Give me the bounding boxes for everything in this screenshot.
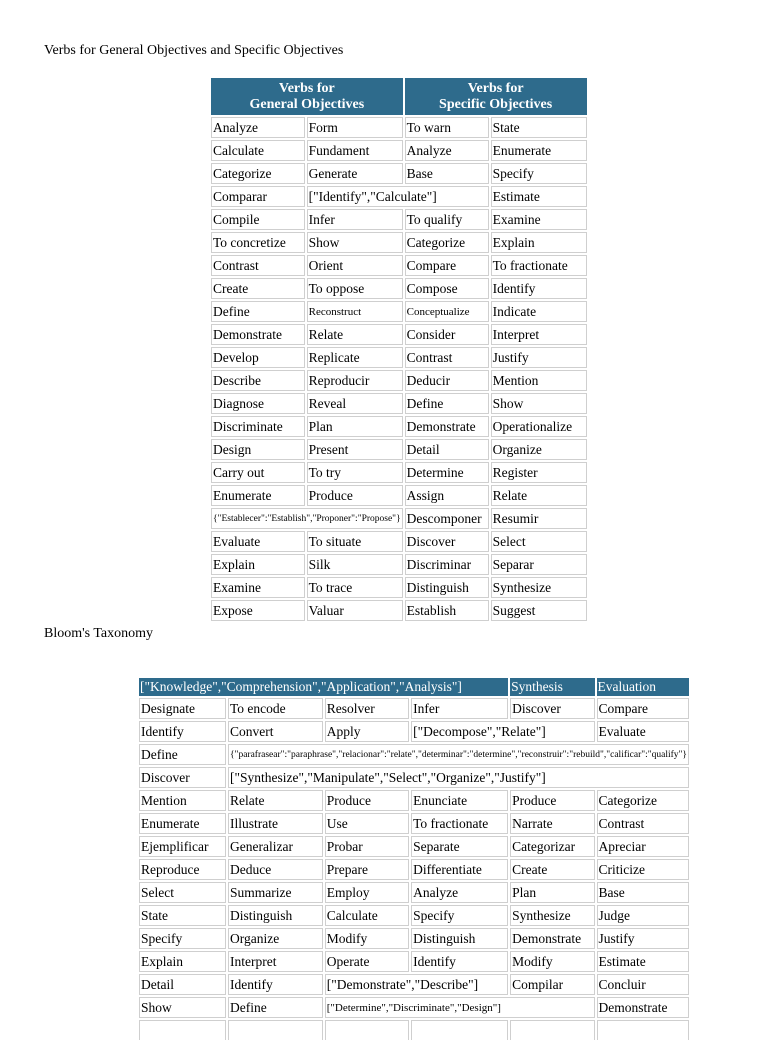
table-row xyxy=(211,186,587,207)
table-cell: Criticize xyxy=(597,859,689,880)
table-cell: Orient xyxy=(307,255,403,276)
table-cell: Specify xyxy=(491,163,587,184)
table-cell: Silk xyxy=(307,554,403,575)
table-cell: ["Determine","Discriminate","Design"] xyxy=(325,997,595,1018)
table-cell: Plan xyxy=(307,416,403,437)
table-cell: {"Establecer":"Establish","Proponer":"Propose"} xyxy=(211,508,403,529)
table-cell: Categorize xyxy=(597,790,689,811)
table-cell: Modify xyxy=(510,951,594,972)
table-cell: To trace xyxy=(307,577,403,598)
table-cell: Design xyxy=(211,439,305,460)
table-cell: Distinguish xyxy=(405,577,489,598)
table-cell: Modify xyxy=(325,928,409,949)
table-cell: Detail xyxy=(405,439,489,460)
table-cell: Deducir xyxy=(405,370,489,391)
column-header: Evaluation xyxy=(597,678,689,696)
table-cell xyxy=(325,1020,409,1040)
table-cell: Produce xyxy=(325,790,409,811)
table-cell: Examine xyxy=(211,577,305,598)
table-row xyxy=(139,744,689,765)
table-cell: Reveal xyxy=(307,393,403,414)
table-cell: Relate xyxy=(491,485,587,506)
table-cell: Indicate xyxy=(491,301,587,322)
table-cell: Compose xyxy=(405,278,489,299)
table-cell: Base xyxy=(405,163,489,184)
table-cell: Illustrate xyxy=(228,813,323,834)
table-row xyxy=(139,859,689,880)
table-cell xyxy=(597,1020,689,1040)
table-cell: Reproducir xyxy=(307,370,403,391)
table-cell: Differentiate xyxy=(411,859,508,880)
table-cell: Expose xyxy=(211,600,305,621)
table-cell: Apply xyxy=(325,721,409,742)
table-cell: Produce xyxy=(510,790,594,811)
table-cell: Calculate xyxy=(325,905,409,926)
table-cell: To concretize xyxy=(211,232,305,253)
table-cell: Probar xyxy=(325,836,409,857)
table-row xyxy=(139,698,689,719)
table-cell: Reproduce xyxy=(139,859,226,880)
table-row-partial xyxy=(139,1020,689,1040)
table-row xyxy=(139,997,689,1018)
table-cell: Generate xyxy=(307,163,403,184)
table-cell: Relate xyxy=(228,790,323,811)
header-general-objectives xyxy=(211,78,403,115)
table-cell: Generalizar xyxy=(228,836,323,857)
table-cell: Estimate xyxy=(491,186,587,207)
table-cell: Present xyxy=(307,439,403,460)
table-cell: Show xyxy=(307,232,403,253)
table-cell: {"parafrasear":"paraphrase","relacionar":"relate","determinar":"determine","reconstruir":"rebuild","calificar":"qualify"} xyxy=(228,744,689,765)
table-cell: Infer xyxy=(307,209,403,230)
table-row xyxy=(211,416,587,437)
table-cell: Discriminar xyxy=(405,554,489,575)
table-cell: Explain xyxy=(211,554,305,575)
table-cell: Select xyxy=(139,882,226,903)
table-cell: Evaluate xyxy=(211,531,305,552)
table-cell: Discriminate xyxy=(211,416,305,437)
table-cell: Evaluate xyxy=(597,721,689,742)
table-cell: ["Demonstrate","Describe"] xyxy=(325,974,508,995)
table-cell: Define xyxy=(211,301,305,322)
table-cell xyxy=(510,1020,594,1040)
table-cell: Concluir xyxy=(597,974,689,995)
table-cell: Discover xyxy=(139,767,226,788)
table-cell: Replicate xyxy=(307,347,403,368)
table-cell: Select xyxy=(491,531,587,552)
table-cell: Produce xyxy=(307,485,403,506)
table-cell xyxy=(411,1020,508,1040)
heading-blooms-taxonomy: Bloom's Taxonomy xyxy=(44,626,154,641)
table-cell: Infer xyxy=(411,698,508,719)
table-cell: Resumir xyxy=(491,508,587,529)
header-specific-objectives xyxy=(405,78,587,115)
table-cell: Demonstrate xyxy=(510,928,594,949)
table-cell: Descomponer xyxy=(405,508,489,529)
table-cell: Separar xyxy=(491,554,587,575)
table-cell: Establish xyxy=(405,600,489,621)
table-row xyxy=(211,278,587,299)
table-cell: Assign xyxy=(405,485,489,506)
table-cell: Base xyxy=(597,882,689,903)
table-cell: Define xyxy=(405,393,489,414)
table-cell: Compare xyxy=(597,698,689,719)
table-cell: Consider xyxy=(405,324,489,345)
table-cell: Deduce xyxy=(228,859,323,880)
table-cell: Resolver xyxy=(325,698,409,719)
table-cell: Interpret xyxy=(228,951,323,972)
table-cell: Describe xyxy=(211,370,305,391)
column-header: Synthesis xyxy=(510,678,594,696)
table-cell: To oppose xyxy=(307,278,403,299)
table-cell: Reconstruct xyxy=(307,301,403,322)
table-cell: Operate xyxy=(325,951,409,972)
table-row xyxy=(211,370,587,391)
table-cell: Define xyxy=(228,997,323,1018)
verbs-objectives-table xyxy=(209,76,589,623)
table-cell: Plan xyxy=(510,882,594,903)
table-cell: Identify xyxy=(228,974,323,995)
table-cell: Suggest xyxy=(491,600,587,621)
table-cell: Compilar xyxy=(510,974,594,995)
header-specific-line2: Specific Objectives xyxy=(439,96,553,112)
table-cell: Explain xyxy=(491,232,587,253)
table-cell: Organize xyxy=(491,439,587,460)
table-cell: To qualify xyxy=(405,209,489,230)
table-row xyxy=(211,439,587,460)
table-cell: Prepare xyxy=(325,859,409,880)
table-row xyxy=(139,767,689,788)
table-cell: Show xyxy=(491,393,587,414)
table-cell: Contrast xyxy=(597,813,689,834)
table-cell: Justify xyxy=(491,347,587,368)
table-cell: Show xyxy=(139,997,226,1018)
table-row xyxy=(211,347,587,368)
table-cell: Fundament xyxy=(307,140,403,161)
table-cell: Analyze xyxy=(405,140,489,161)
table-cell: Enumerate xyxy=(491,140,587,161)
table-row xyxy=(211,485,587,506)
table-cell: To try xyxy=(307,462,403,483)
table-cell: Separate xyxy=(411,836,508,857)
table-cell xyxy=(228,1020,323,1040)
table-cell: Enumerate xyxy=(211,485,305,506)
table-row xyxy=(139,882,689,903)
table-cell: Narrate xyxy=(510,813,594,834)
table-cell: Develop xyxy=(211,347,305,368)
table-cell xyxy=(139,1020,226,1040)
table-cell: Examine xyxy=(491,209,587,230)
table-row xyxy=(211,117,587,138)
table-row xyxy=(139,951,689,972)
table-cell: Interpret xyxy=(491,324,587,345)
table-cell: Register xyxy=(491,462,587,483)
table-row xyxy=(139,836,689,857)
table-cell: Compare xyxy=(405,255,489,276)
table-cell: Compile xyxy=(211,209,305,230)
table-cell: Contrast xyxy=(211,255,305,276)
table-row xyxy=(211,232,587,253)
table-cell: Operationalize xyxy=(491,416,587,437)
table-cell: ["Decompose","Relate"] xyxy=(411,721,594,742)
table-cell: Categorizar xyxy=(510,836,594,857)
table-cell: ["Synthesize","Manipulate","Select","Organize","Justify"] xyxy=(228,767,689,788)
header-general-line1: Verbs for xyxy=(278,80,335,96)
table-row xyxy=(139,721,689,742)
table-cell: To warn xyxy=(405,117,489,138)
table-row xyxy=(211,554,587,575)
table-row xyxy=(211,531,587,552)
table-cell: Analyze xyxy=(211,117,305,138)
table-cell: State xyxy=(139,905,226,926)
table-cell: Estimate xyxy=(597,951,689,972)
table-cell: Apreciar xyxy=(597,836,689,857)
table-cell: Categorize xyxy=(211,163,305,184)
table-cell: Determine xyxy=(405,462,489,483)
table-row xyxy=(139,974,689,995)
table-row xyxy=(211,209,587,230)
table-cell: Distinguish xyxy=(411,928,508,949)
table-cell: Form xyxy=(307,117,403,138)
table-cell: Summarize xyxy=(228,882,323,903)
table-row xyxy=(139,928,689,949)
table-cell: Synthesize xyxy=(510,905,594,926)
table-cell: Contrast xyxy=(405,347,489,368)
table-cell: To fractionate xyxy=(411,813,508,834)
table-cell: Calculate xyxy=(211,140,305,161)
table-row xyxy=(211,600,587,621)
table-cell: Diagnose xyxy=(211,393,305,414)
table-cell: To fractionate xyxy=(491,255,587,276)
table-cell: Conceptualize xyxy=(405,301,489,322)
table-cell: Organize xyxy=(228,928,323,949)
table-row xyxy=(211,163,587,184)
table-cell: Specify xyxy=(139,928,226,949)
table-cell: Demonstrate xyxy=(405,416,489,437)
table-cell: Justify xyxy=(597,928,689,949)
table-row xyxy=(139,813,689,834)
table-cell: Identify xyxy=(491,278,587,299)
table-cell: Demonstrate xyxy=(211,324,305,345)
table-cell: Enunciate xyxy=(411,790,508,811)
table-row xyxy=(211,393,587,414)
table-cell: Create xyxy=(510,859,594,880)
table-cell: Designate xyxy=(139,698,226,719)
table-cell: ["Identify","Calculate"] xyxy=(307,186,489,207)
table-cell: Mention xyxy=(491,370,587,391)
table-row xyxy=(139,790,689,811)
table-cell: Enumerate xyxy=(139,813,226,834)
table-cell: Comparar xyxy=(211,186,305,207)
blooms-taxonomy-table xyxy=(137,676,691,1042)
table-cell: Categorize xyxy=(405,232,489,253)
table-cell: To situate xyxy=(307,531,403,552)
table-cell: Mention xyxy=(139,790,226,811)
table-cell: Identify xyxy=(139,721,226,742)
table-row xyxy=(211,324,587,345)
table-row xyxy=(211,301,587,322)
table-cell: Discover xyxy=(405,531,489,552)
table-cell: Demonstrate xyxy=(597,997,689,1018)
table-cell: Relate xyxy=(307,324,403,345)
table-cell: State xyxy=(491,117,587,138)
table-cell: Ejemplificar xyxy=(139,836,226,857)
heading-general-specific-objectives: Verbs for General Objectives and Specific Objectives xyxy=(44,43,344,58)
table-cell: Use xyxy=(325,813,409,834)
table-cell: Employ xyxy=(325,882,409,903)
table-row xyxy=(211,255,587,276)
table-cell: Specify xyxy=(411,905,508,926)
header-specific-line1: Verbs for xyxy=(467,80,524,96)
table-cell: Discover xyxy=(510,698,594,719)
table-row xyxy=(139,905,689,926)
table-cell: Create xyxy=(211,278,305,299)
table-cell: Detail xyxy=(139,974,226,995)
table-cell: Analyze xyxy=(411,882,508,903)
table-row xyxy=(211,577,587,598)
table-cell: Valuar xyxy=(307,600,403,621)
table-cell: To encode xyxy=(228,698,323,719)
table-row xyxy=(211,508,587,529)
table-cell: Distinguish xyxy=(228,905,323,926)
table-cell: Define xyxy=(139,744,226,765)
table-cell: Synthesize xyxy=(491,577,587,598)
table-cell: Carry out xyxy=(211,462,305,483)
header-general-line2: General Objectives xyxy=(249,96,365,112)
table-cell: Explain xyxy=(139,951,226,972)
table-cell: Judge xyxy=(597,905,689,926)
table-cell: Convert xyxy=(228,721,323,742)
table-row xyxy=(211,462,587,483)
table-cell: Identify xyxy=(411,951,508,972)
column-header: ["Knowledge","Comprehension","Application","Analysis"] xyxy=(139,678,508,696)
table-row xyxy=(211,140,587,161)
